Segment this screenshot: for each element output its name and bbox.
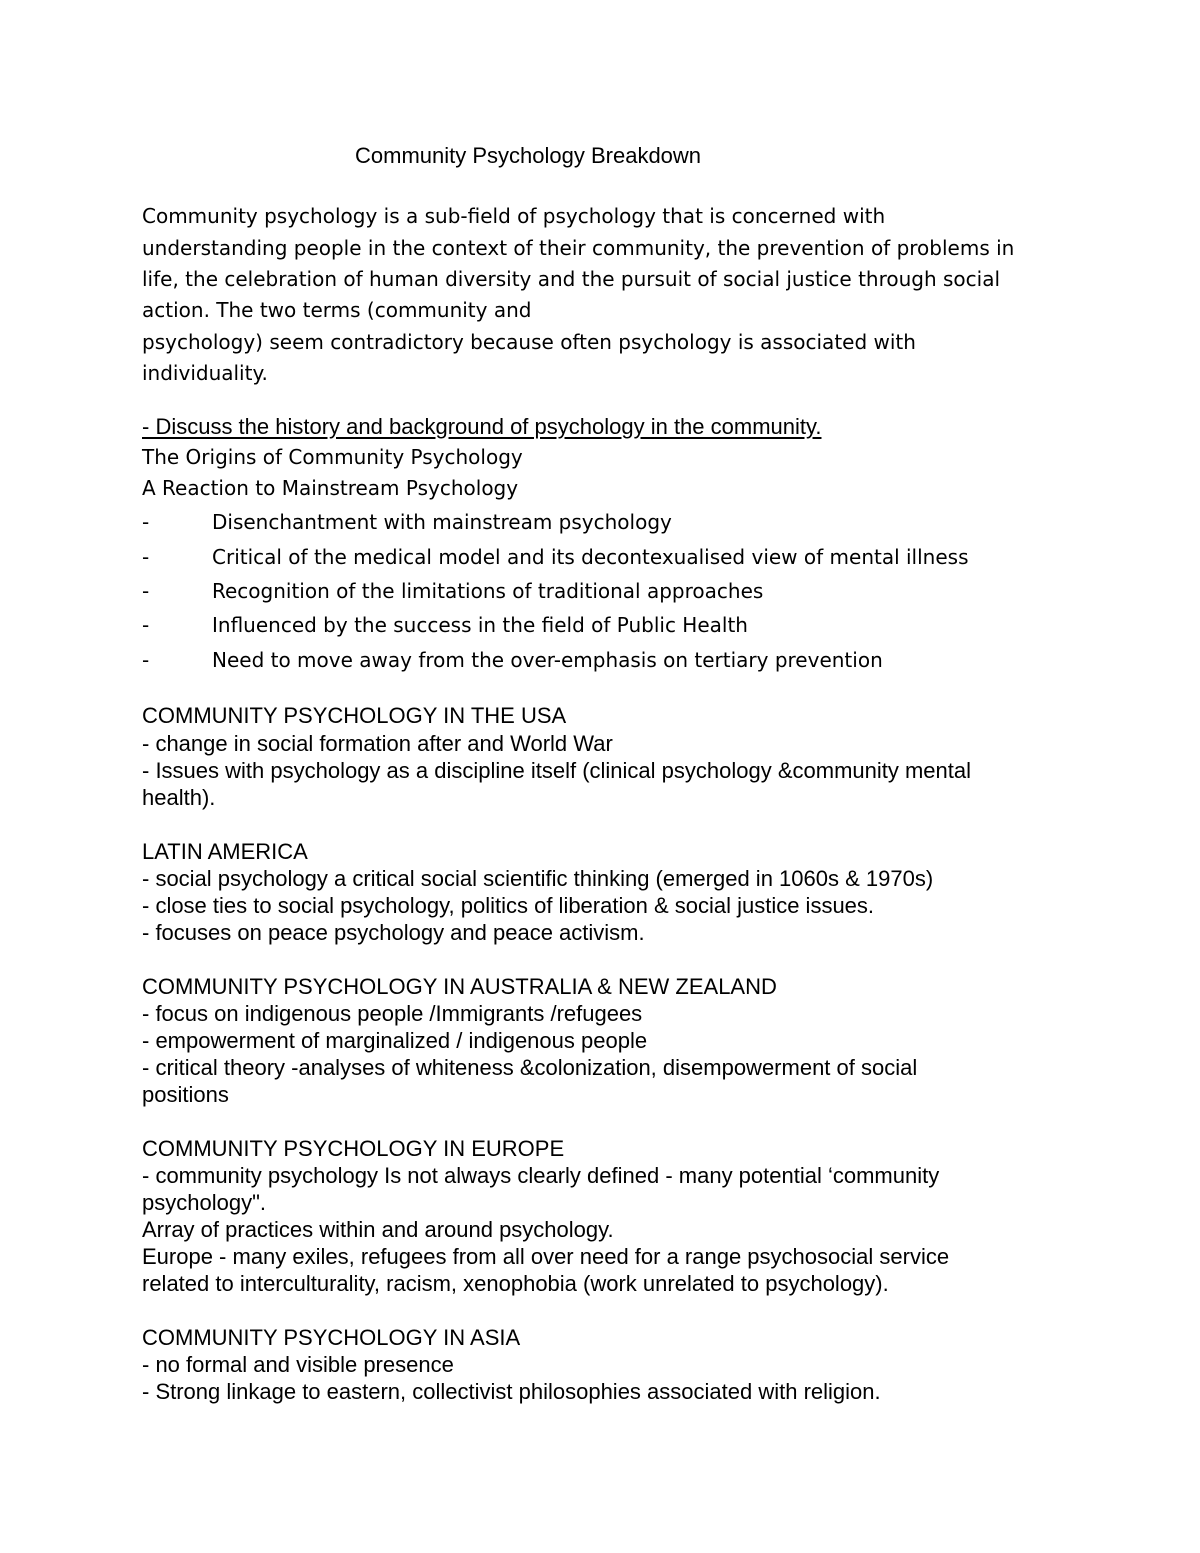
section-line: related to interculturality, racism, xenophobia (work unrelated to psychology). xyxy=(142,1271,889,1296)
section-line: Array of practices within and around psychology. xyxy=(142,1217,614,1242)
section-line: health). xyxy=(142,785,216,810)
intro-line: Community psychology is a sub-field of psychology that is concerned with xyxy=(142,204,886,228)
origins-title: The Origins of Community Psychology xyxy=(142,445,523,469)
section-line: - critical theory -analyses of whiteness &colonization, disempowerment of social xyxy=(142,1055,918,1080)
bullet-marker: - xyxy=(142,510,150,534)
intro-line: action. The two terms (community and xyxy=(142,298,532,322)
section-heading-asia: COMMUNITY PSYCHOLOGY IN ASIA xyxy=(142,1325,521,1350)
bullet-text: Disenchantment with mainstream psychology xyxy=(212,510,672,534)
discuss-heading: - Discuss the history and background of psychology in the community. xyxy=(142,414,822,439)
section-line: - Issues with psychology as a discipline itself (clinical psychology &community mental xyxy=(142,758,972,783)
bullet-text: Recognition of the limitations of traditional approaches xyxy=(212,579,764,603)
intro-line: individuality. xyxy=(142,361,268,385)
section-heading-usa: COMMUNITY PSYCHOLOGY IN THE USA xyxy=(142,703,567,728)
intro-line: understanding people in the context of their community, the prevention of problems in xyxy=(142,236,1015,260)
section-line: - community psychology Is not always clearly defined - many potential ‘community xyxy=(142,1163,940,1188)
reaction-title: A Reaction to Mainstream Psychology xyxy=(142,476,519,500)
section-heading-australia-nz: COMMUNITY PSYCHOLOGY IN AUSTRALIA & NEW ZEALAND xyxy=(142,974,777,999)
section-line: - focus on indigenous people /Immigrants /refugees xyxy=(142,1001,643,1026)
section-line: psychology". xyxy=(142,1190,266,1215)
section-line: - close ties to social psychology, politics of liberation & social justice issues. xyxy=(142,893,875,918)
bullet-text: Need to move away from the over-emphasis on tertiary prevention xyxy=(212,648,883,672)
section-line: - social psychology a critical social scientific thinking (emerged in 1060s & 1970s) xyxy=(142,866,934,891)
bullet-marker: - xyxy=(142,579,150,603)
section-line: - empowerment of marginalized / indigenous people xyxy=(142,1028,648,1053)
section-line: positions xyxy=(142,1082,229,1107)
bullet-text: Critical of the medical model and its decontexualised view of mental illness xyxy=(212,545,969,569)
section-line: - no formal and visible presence xyxy=(142,1352,454,1377)
page-title: Community Psychology Breakdown xyxy=(355,143,702,168)
intro-line: psychology) seem contradictory because often psychology is associated with xyxy=(142,330,916,354)
bullet-marker: - xyxy=(142,648,150,672)
section-line: Europe - many exiles, refugees from all over need for a range psychosocial service xyxy=(142,1244,950,1269)
section-heading-latin-america: LATIN AMERICA xyxy=(142,839,308,864)
section-line: - Strong linkage to eastern, collectivist philosophies associated with religion. xyxy=(142,1379,881,1404)
section-line: - change in social formation after and World War xyxy=(142,731,613,756)
section-line: - focuses on peace psychology and peace activism. xyxy=(142,920,645,945)
bullet-marker: - xyxy=(142,613,150,637)
bullet-marker: - xyxy=(142,545,150,569)
intro-line: life, the celebration of human diversity and the pursuit of social justice through social xyxy=(142,267,1001,291)
section-heading-europe: COMMUNITY PSYCHOLOGY IN EUROPE xyxy=(142,1136,565,1161)
bullet-text: Influenced by the success in the field of Public Health xyxy=(212,613,748,637)
